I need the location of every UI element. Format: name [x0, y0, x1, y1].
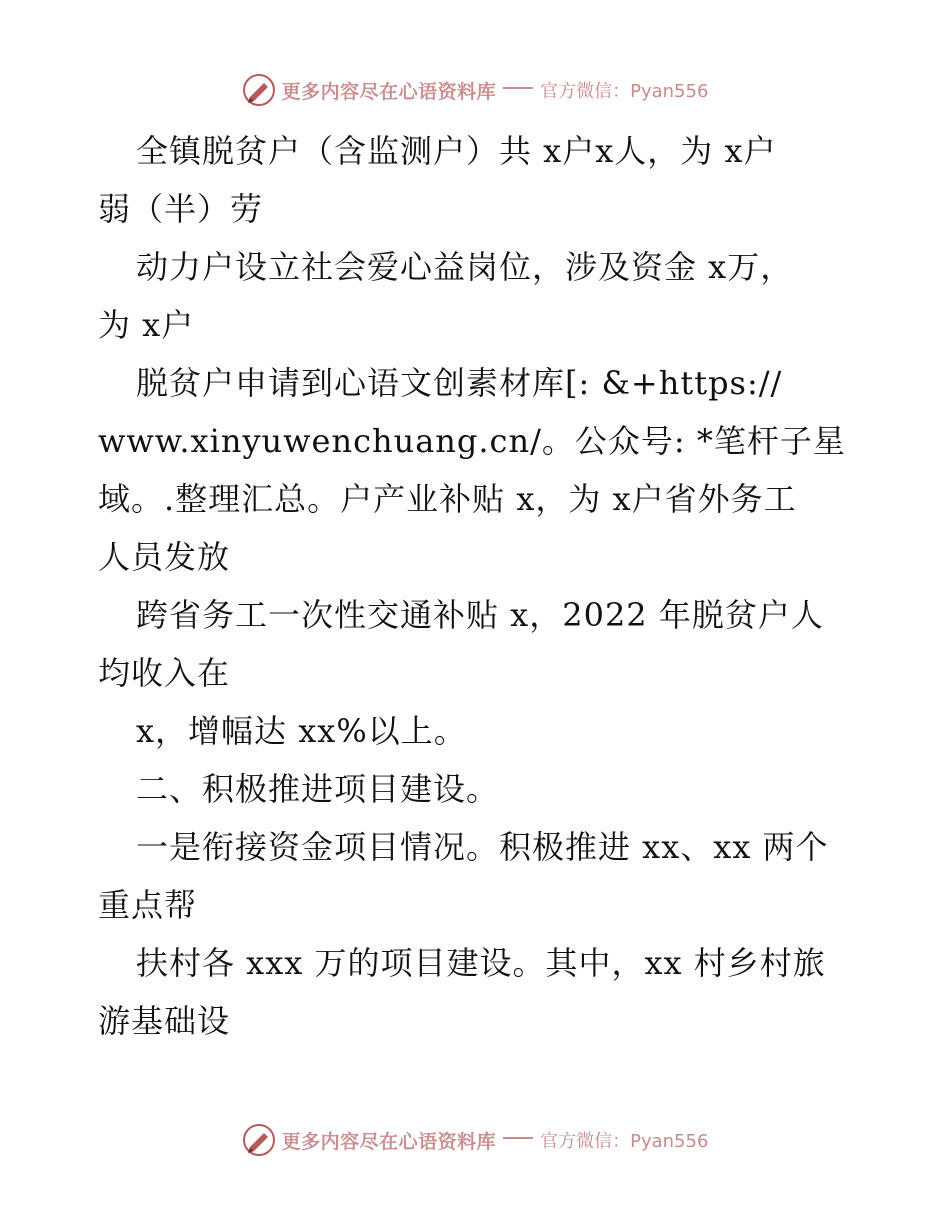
text-line: 游基础设 — [98, 1002, 231, 1040]
header-watermark-banner — [0, 70, 950, 110]
text-line: 域。.整理汇总。户产业补贴 x，为 x户省外务工 — [98, 480, 797, 518]
watermark-text: 更多内容尽在心语资料库 — [281, 1130, 497, 1153]
text-line: 人员发放 — [98, 538, 231, 576]
watermark-dash — [503, 87, 533, 89]
watermark-text: 更多内容尽在心语资料库 — [281, 80, 497, 103]
text-line: 为 x户 — [98, 306, 195, 344]
text-line: 一是衔接资金项目情况。积极推进 xx、xx 两个 — [136, 828, 829, 866]
text-line: 均收入在 — [98, 654, 231, 692]
text-line: 脱贫户申请到心语文创素材库[: &+https:// — [136, 364, 783, 402]
text-line: x，增幅达 xx%以上。 — [136, 712, 467, 750]
text-line: 跨省务工一次性交通补贴 x，2022 年脱贫户人 — [136, 596, 824, 634]
watermark-dash — [503, 1137, 533, 1139]
watermark-label: 官方微信：Pyan556 — [540, 81, 709, 102]
text-line: 弱（半）劳 — [98, 190, 264, 228]
pen-logo-icon — [242, 73, 276, 107]
text-line: www.xinyuwenchuang.cn/。公众号: *笔杆子星 — [98, 422, 846, 460]
text-line: 动力户设立社会爱心益岗位，涉及资金 x万， — [136, 248, 794, 286]
text-line: 扶村各 xxx 万的项目建设。其中，xx 村乡村旅 — [136, 944, 826, 982]
document-body — [98, 122, 858, 1050]
text-line: 全镇脱贫户（含监测户）共 x户x人，为 x户 — [136, 132, 777, 170]
text-line: 重点帮 — [98, 886, 198, 924]
watermark-label: 官方微信：Pyan556 — [540, 1131, 709, 1152]
text-line: 二、积极推进项目建设。 — [136, 770, 500, 808]
pen-logo-icon — [242, 1123, 276, 1157]
footer-watermark-banner — [0, 1120, 950, 1160]
